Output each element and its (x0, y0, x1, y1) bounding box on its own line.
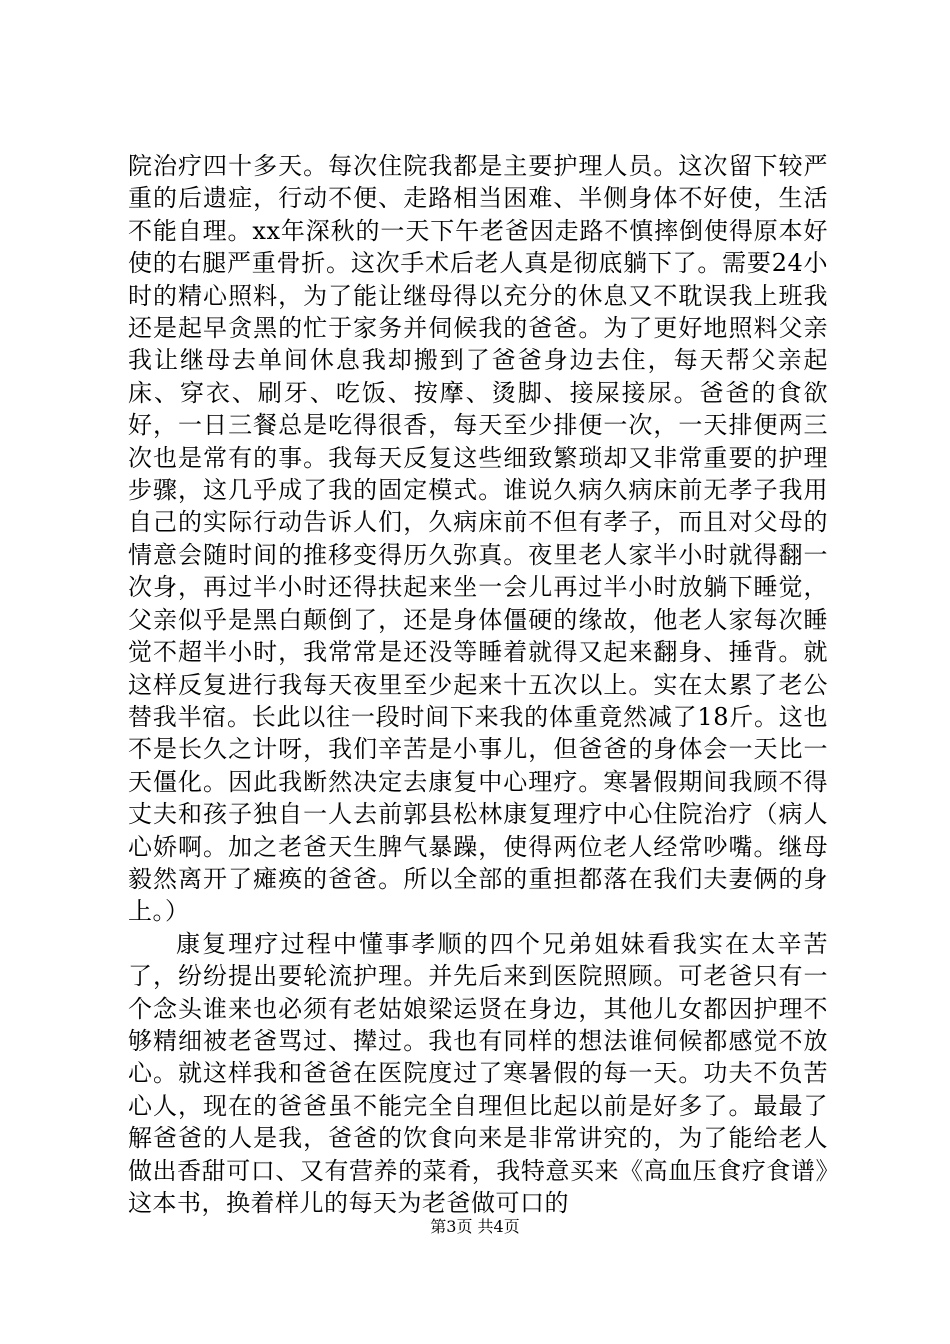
body-text (128, 150, 828, 1219)
paragraph-2: 康复理疗过程中懂事孝顺的四个兄弟姐妹看我实在太辛苦了，纷纷提出要轮流护理。并先后来到医院照顾。可老爸只有一个念头谁来也必须有老姑娘梁运贤在身边，其他儿女都因护理不够精细被老爸骂过、撵过。我也有同样的想法谁伺候都感觉不放心。就这样我和爸爸在医院度过了寒暑假的每一天。功夫不负苦心人，现在的爸爸虽不能完全自理但比起以前是好多了。最最了解爸爸的人是我，爸爸的饮食向来是非常讲究的，为了能给老人做出香甜可口、又有营养的菜肴，我特意买来《高血压食疗食谱》这本书，换着样儿的每天为老爸做可口的 (128, 929, 828, 1217)
paragraph-1: 院治疗四十多天。每次住院我都是主要护理人员。这次留下较严重的后遗症，行动不便、走路相当困难、半侧身体不好使，生活不能自理。xx年深秋的一天下午老爸因走路不慎摔倒使得原本好使的右腿严重骨折。这次手术后老人真是彻底躺下了。需要24小时的精心照料，为了能让继母得以充分的休息又不耽误我上班我还是起早贪黑的忙于家务并伺候我的爸爸。为了更好地照料父亲我让继母去单间休息我却搬到了爸爸身边去住，每天帮父亲起床、穿衣、刷牙、吃饭、按摩、烫脚、接屎接尿。爸爸的食欲好，一日三餐总是吃得很香，每天至少排便一次，一天排便两三次也是常有的事。我每天反复这些细致繁琐却又非常重要的护理步骤，这几乎成了我的固定模式。谁说久病久病床前无孝子我用自己的实际行动告诉人们，久病床前不但有孝子，而且对父母的情意会随时间的推移变得历久弥真。夜里老人家半小时就得翻一次身，再过半小时还得扶起来坐一会儿再过半小时放躺下睡觉，父亲似乎是黑白颠倒了，还是身体僵硬的缘故，他老人家每次睡觉不超半小时，我常常是还没等睡着就得又起来翻身、捶背。就这样反复进行我每天夜里至少起来十五次以上。实在太累了老公替我半宿。长此以往一段时间下来我的体重竟然减了18斤。这也不是长久之计呀，我们辛苦是小事儿，但爸爸的身体会一天比一天僵化。因此我断然决定去康复中心理疗。寒暑假期间我顾不得丈夫和孩子独自一人去前郭县松林康复理疗中心住院治疗（病人心娇啊。加之老爸天生脾气暴躁，使得两位老人经常吵嘴。继母毅然离开了瘫痪的爸爸。所以全部的重担都落在我们夫妻俩的身上。） (128, 152, 828, 926)
page-footer: 第3页 共4页 (430, 1217, 520, 1236)
